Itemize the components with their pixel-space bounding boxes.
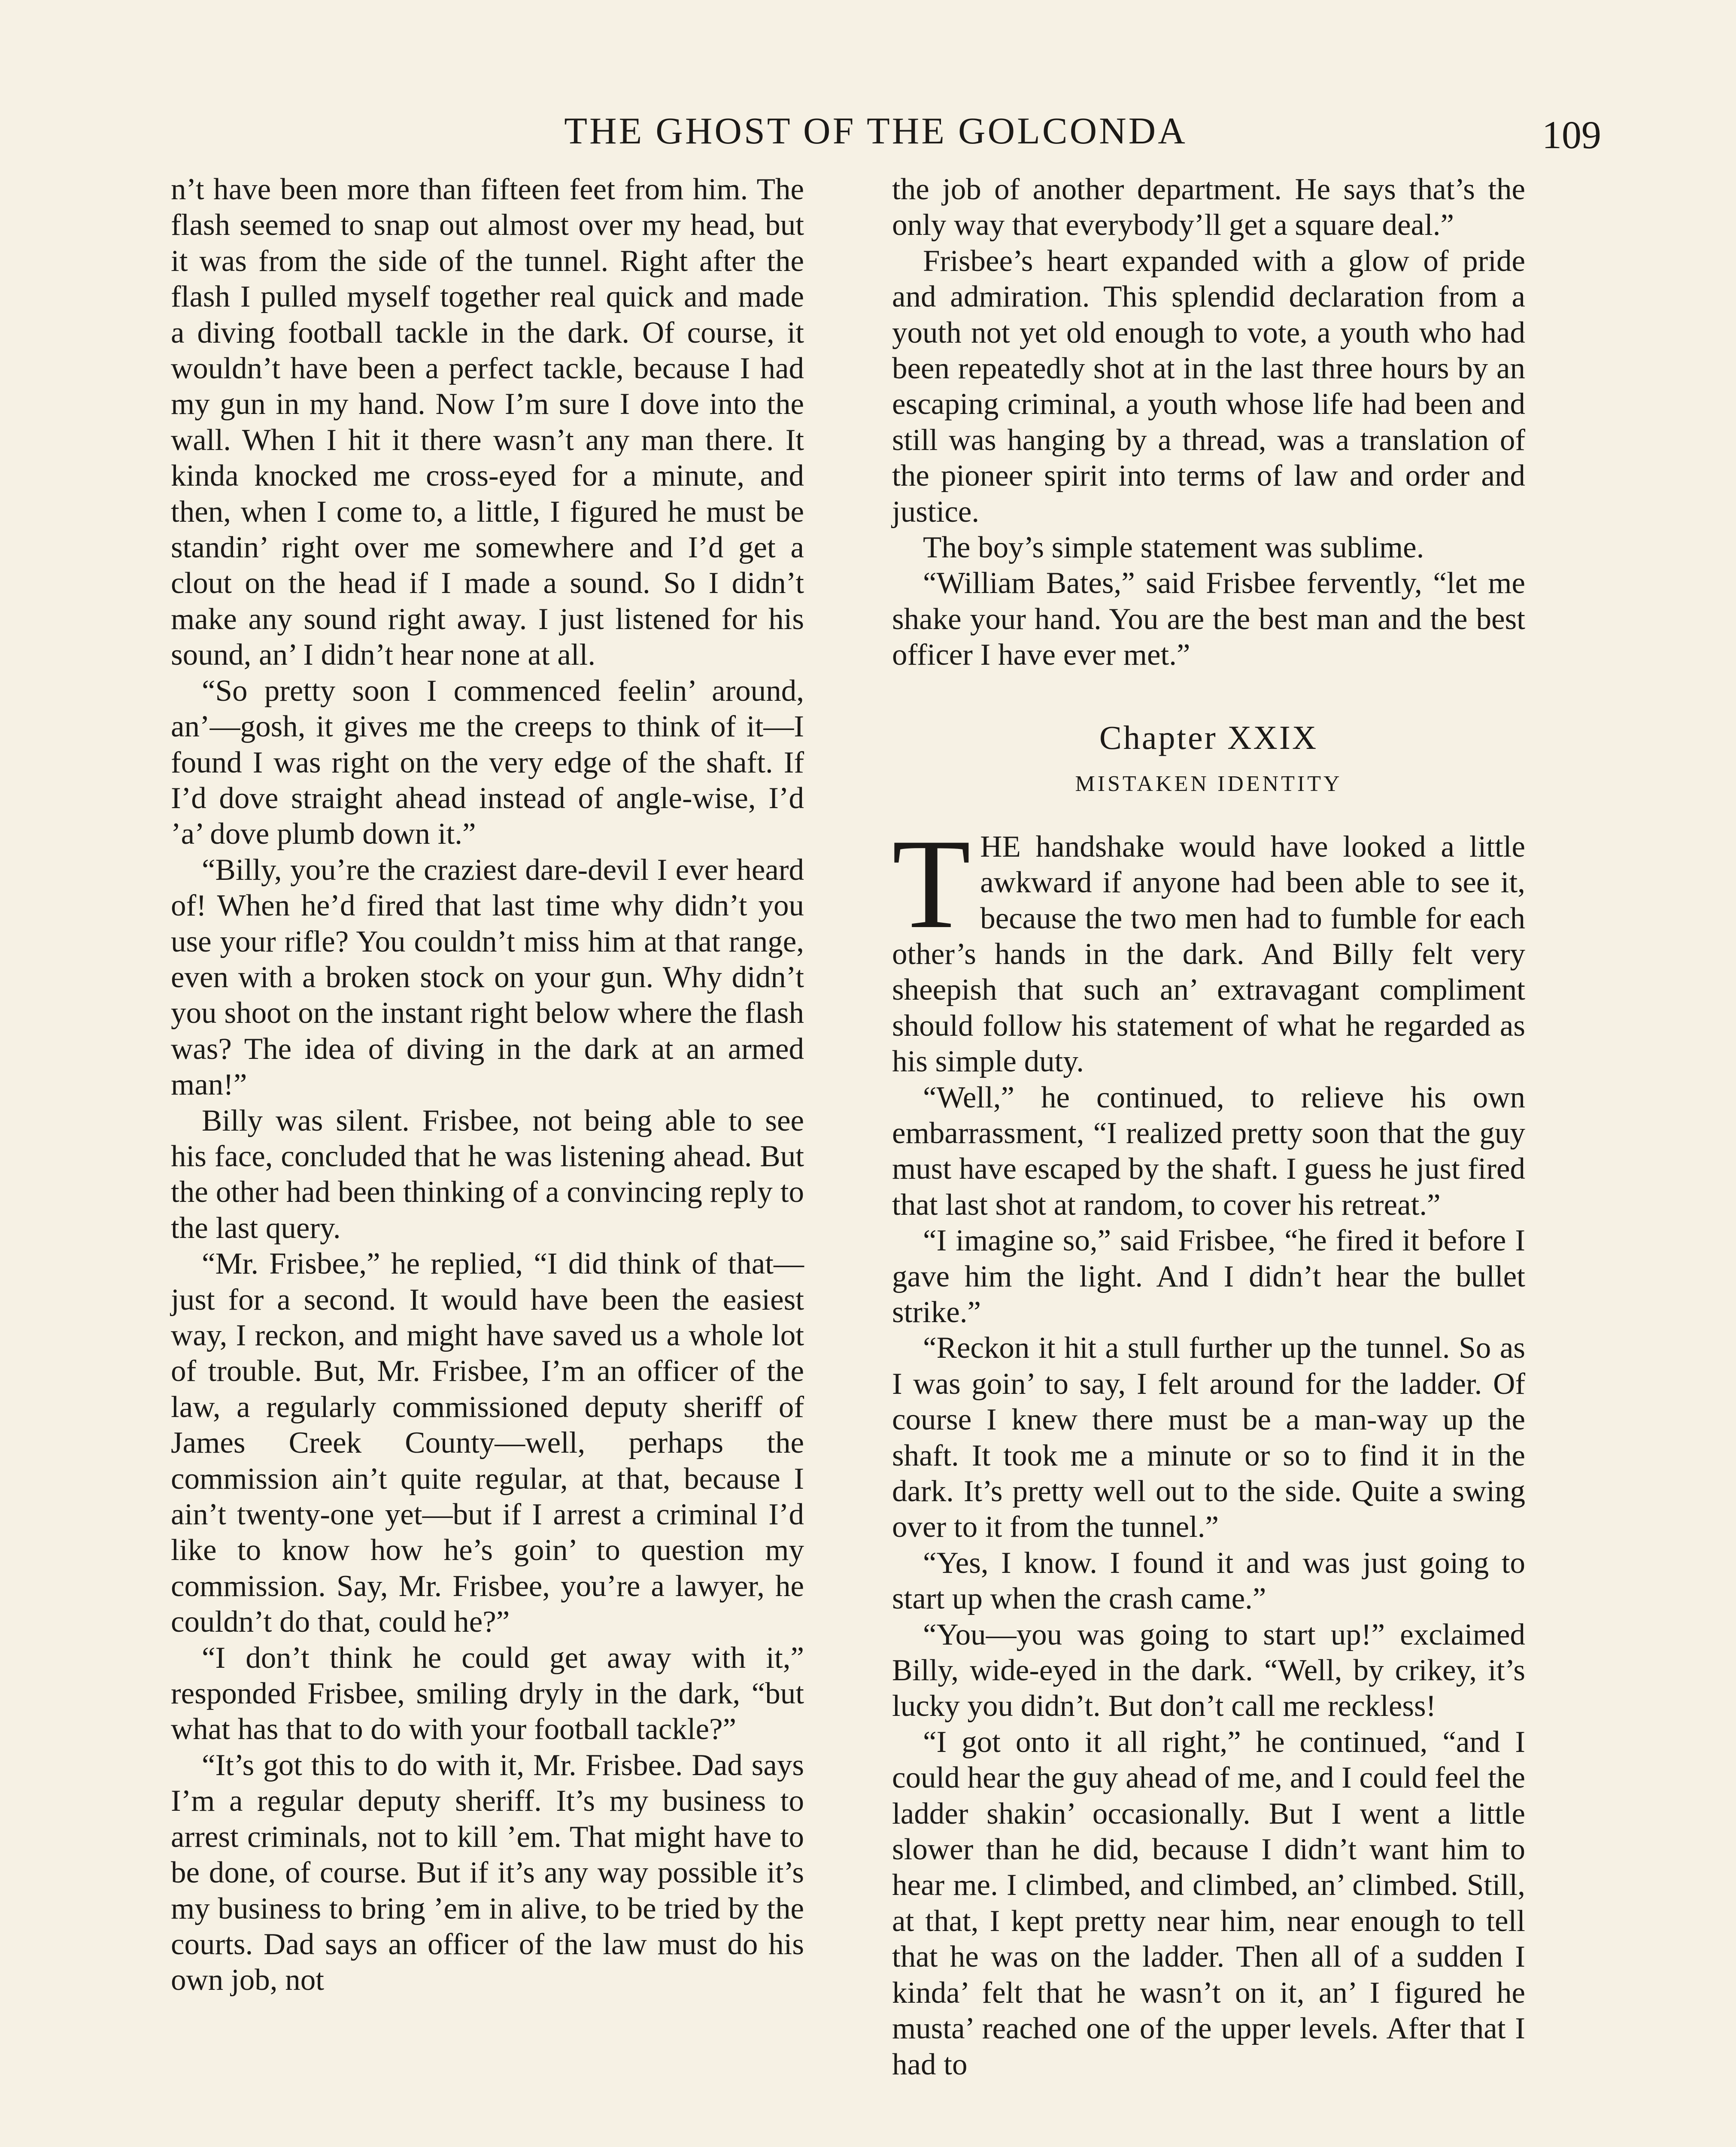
paragraph: The boy’s simple statement was sublime. bbox=[923, 531, 1424, 565]
opening-text: HE handshake would have looked a little awkward if anyone had been able to see it, because the two men had to fumble for each other’s hands in the dark. And Billy felt very sheepish that such an’ extravagant compliment should follow his statement of what he regarded as his simple duty. bbox=[892, 830, 1525, 1079]
right-column bbox=[892, 172, 1525, 2083]
paragraph: Frisbee’s heart expanded with a glow of pride and admiration. This splendid declaration from a youth not yet old enough to vote, a youth who had been repeatedly shot at in the last three hours by an escaping criminal, a youth whose life had been and still was hanging by a thread, was a translation of the pioneer spirit into terms of law and order and justice. bbox=[892, 244, 1525, 529]
paragraph: the job of another department. He says that’s the only way that everybody’ll get a square deal.” bbox=[892, 173, 1525, 242]
paragraph: “Mr. Frisbee,” he replied, “I did think of that—just for a second. It would have been the easiest way, I reckon, and might have saved us a whole lot of trouble. But, Mr. Frisbee, I’m an officer of the law, a regularly commissioned deputy sheriff of James Creek County—well, perhaps the commission ain’t quite regular, at that, because I ain’t twenty-one yet—but if I arrest a criminal I’d like to know how he’s goin’ to question my commission. Say, Mr. Frisbee, you’re a lawyer, he couldn’t do that, could he?” bbox=[171, 1247, 804, 1639]
chapter-subtitle: MISTAKEN IDENTITY bbox=[1075, 771, 1342, 796]
running-title: THE GHOST OF THE GOLCONDA bbox=[564, 110, 1187, 152]
left-column bbox=[171, 172, 804, 1998]
paragraph: “So pretty soon I commenced feelin’ around, an’—gosh, it gives me the creeps to think of it—I found I was right on the very edge of the shaft. If I’d dove straight ahead instead of angle-wise, I’d ’a’ dove plumb down it.” bbox=[171, 674, 804, 851]
page-header bbox=[167, 101, 1601, 170]
paragraph: n’t have been more than fifteen feet from him. The flash seemed to snap out almost over my head, but it was from the side of the tunnel. Right after the flash I pulled myself together real quick and made a diving football tackle in the dark. Of course, it wouldn’t have been a perfect tackle, because I had my gun in my hand. Now I’m sure I dove into the wall. When I hit it there wasn’t any man there. It kinda knocked me cross-eyed for a minute, and then, when I come to, a little, I figured he must be standin’ right over me somewhere and I’d get a clout on the head if I made a sound. So I didn’t make any sound right away. I just listened for his sound, an’ I didn’t hear none at all. bbox=[171, 173, 804, 672]
chapter-title: Chapter XXIX bbox=[1099, 718, 1318, 756]
paragraph: “It’s got this to do with it, Mr. Frisbee. Dad says I’m a regular deputy sheriff. It’s my business to arrest criminals, not to kill ’em. That might have to be done, of course. But if it’s any way possible it’s my business to bring ’em in alive, to be tried by the courts. Dad says an officer of the law must do his own job, not bbox=[171, 1748, 804, 1997]
paragraph: “Well,” he continued, to relieve his own embarrassment, “I realized pretty soon that the guy must have escaped by the shaft. I guess he just fired that last shot at random, to cover his retreat.” bbox=[892, 1080, 1525, 1222]
page-number: 109 bbox=[1542, 113, 1601, 157]
paragraph: “Billy, you’re the craziest dare-devil I ever heard of! When he’d fired that last time why didn’t you use your rifle? You couldn’t miss him at that range, even with a broken stock on your gun. Why didn’t you shoot on the instant right below where the flash was? The idea of diving in the dark at an armed man!” bbox=[171, 853, 804, 1102]
opening-paragraph bbox=[892, 812, 1525, 1080]
paragraph: “William Bates,” said Frisbee fervently, “let me shake your hand. You are the best man and the best officer I have ever met.” bbox=[892, 566, 1525, 672]
paragraph: “Yes, I know. I found it and was just going to start up when the crash came.” bbox=[892, 1546, 1525, 1616]
paragraph: “I imagine so,” said Frisbee, “he fired it before I gave him the light. And I didn’t hear the bullet strike.” bbox=[892, 1224, 1525, 1329]
chapter-heading bbox=[892, 718, 1525, 799]
drop-cap: T bbox=[892, 812, 971, 955]
paragraph: Billy was silent. Frisbee, not being able to see his face, concluded that he was listening ahead. But the other had been thinking of a convincing reply to the last query. bbox=[171, 1104, 804, 1245]
paragraph: “I got onto it all right,” he continued, “and I could hear the guy ahead of me, and I could feel the ladder shakin’ occasionally. But I went a little slower than he did, because I didn’t want him to hear me. I climbed, and climbed, an’ climbed. Still, at that, I kept pretty near him, near enough to tell that he was on the ladder. Then all of a sudden I kinda’ felt that he wasn’t on it, an’ I figured he musta’ reached one of the upper levels. After that I had to bbox=[892, 1725, 1525, 2081]
paragraph: “You—you was going to start up!” exclaimed Billy, wide-eyed in the dark. “Well, by crikey, it’s lucky you didn’t. But don’t call me reckless! bbox=[892, 1618, 1525, 1723]
paragraph: “I don’t think he could get away with it,” responded Frisbee, smiling dryly in the dark, “but what has that to do with your football tackle?” bbox=[171, 1641, 804, 1746]
paragraph: “Reckon it hit a stull further up the tunnel. So as I was goin’ to say, I felt around for the ladder. Of course I knew there must be a man-way up the shaft. It took me a minute or so to find it in the dark. It’s pretty well out to the side. Quite a swing over to it from the tunnel.” bbox=[892, 1331, 1525, 1544]
